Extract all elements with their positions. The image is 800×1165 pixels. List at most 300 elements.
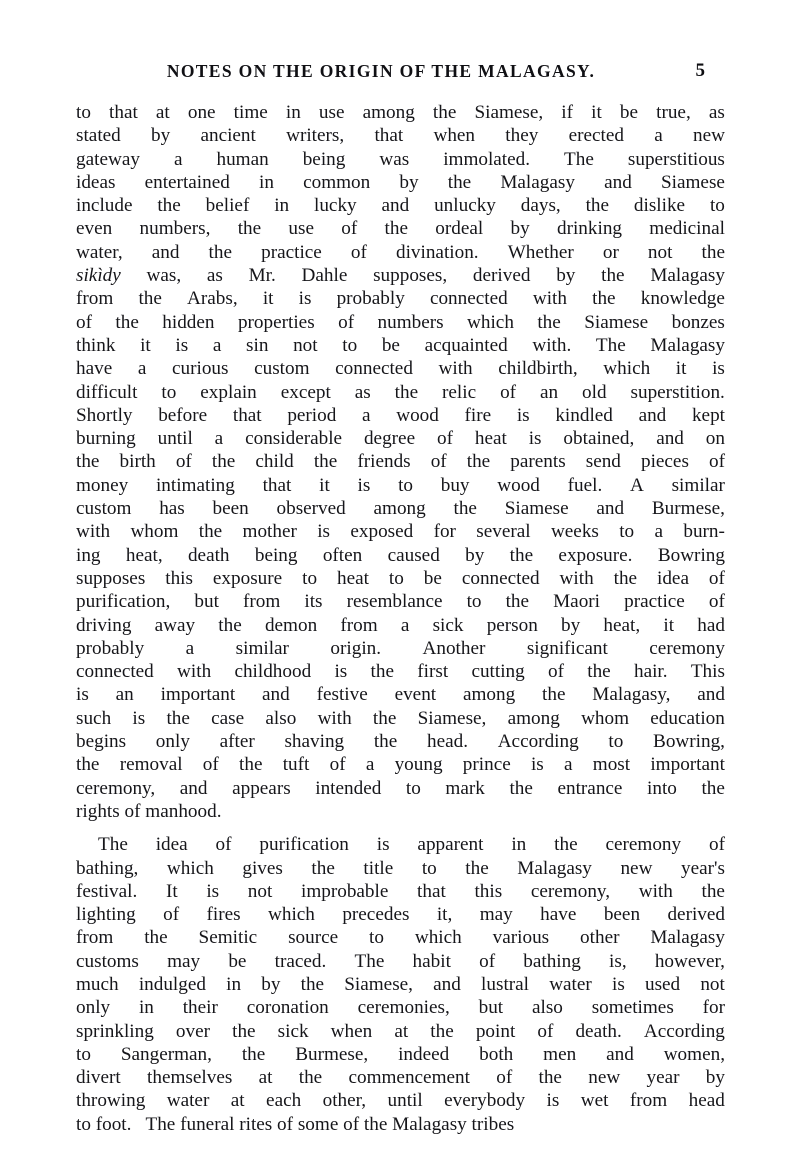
word: ing — [76, 544, 101, 566]
word: a — [214, 428, 224, 450]
word: practice — [624, 591, 685, 613]
word: wet — [580, 1090, 609, 1112]
text-line — [76, 427, 725, 450]
word: death — [187, 544, 230, 566]
word: to — [302, 567, 318, 589]
word: acquainted — [424, 334, 508, 356]
word: until — [157, 428, 193, 450]
word: a — [654, 125, 663, 147]
word: from — [629, 1090, 668, 1112]
word: prince — [462, 754, 511, 776]
word: customs — [76, 950, 139, 972]
word: and — [596, 498, 625, 520]
word: The — [98, 834, 128, 856]
word: be — [619, 102, 639, 123]
word: new — [693, 125, 725, 147]
word: had — [697, 614, 725, 636]
word: child — [255, 451, 294, 473]
word: to — [398, 474, 413, 496]
word: the — [701, 777, 725, 799]
word: over — [175, 1020, 211, 1042]
word: ideas — [76, 171, 116, 193]
word: practice — [261, 241, 322, 263]
word: been — [603, 904, 641, 926]
word: of — [430, 451, 447, 473]
word: superstitious — [627, 148, 725, 170]
word: of — [436, 428, 453, 450]
word: which — [268, 904, 315, 926]
word: of — [708, 567, 725, 589]
word: period — [287, 404, 337, 426]
word: it — [675, 358, 687, 380]
word: and — [604, 171, 632, 193]
word: but — [194, 591, 219, 613]
word: new — [588, 1067, 621, 1089]
word: burn- — [683, 521, 725, 543]
word: the — [313, 451, 338, 473]
word: mark — [445, 777, 485, 799]
word: Siamese, — [344, 973, 413, 995]
word: most — [592, 754, 631, 776]
text-line — [76, 567, 725, 590]
word: women, — [663, 1043, 725, 1065]
word: bonzes — [671, 311, 725, 333]
word: a — [654, 521, 664, 543]
word: been — [212, 498, 249, 520]
word: the — [466, 451, 491, 473]
word: their — [182, 997, 218, 1019]
word: purification — [259, 834, 349, 856]
word: a — [212, 334, 222, 356]
word: at — [155, 102, 170, 123]
word: medicinal — [649, 218, 725, 240]
word: purification, — [76, 591, 171, 613]
word: not — [247, 880, 273, 902]
text-line — [76, 334, 725, 357]
word: intended — [315, 777, 382, 799]
word: the — [465, 857, 489, 879]
word: shaving — [284, 731, 345, 753]
word: coronation — [246, 997, 329, 1019]
word: the — [430, 1020, 454, 1042]
word: Mr. — [248, 265, 276, 287]
text-line — [76, 707, 725, 730]
word: such — [76, 707, 112, 729]
word: the — [453, 498, 477, 520]
word: observed — [276, 498, 346, 520]
word: the — [208, 241, 232, 263]
word: fires — [206, 904, 241, 926]
word: important — [650, 754, 725, 776]
word: tuft — [282, 754, 310, 776]
word: is — [357, 474, 371, 496]
text-line — [76, 683, 725, 706]
text-line — [76, 544, 725, 567]
word: case — [211, 707, 245, 729]
word: the — [585, 195, 610, 217]
word: was — [379, 148, 410, 170]
word: one — [187, 102, 216, 123]
word: the — [537, 311, 561, 333]
word: several — [476, 521, 531, 543]
word: exposed — [350, 521, 414, 543]
word: head. — [426, 731, 469, 753]
word: title — [363, 857, 394, 879]
word: writers, — [286, 125, 345, 147]
word: habit — [412, 950, 451, 972]
word: hair. — [633, 661, 668, 683]
word: caused — [387, 544, 440, 566]
word: Burmese, — [651, 498, 725, 520]
word: a — [400, 614, 410, 636]
word: the — [157, 195, 181, 217]
word: and — [151, 241, 180, 263]
word: to — [388, 567, 404, 589]
word: person — [486, 614, 538, 636]
word: may — [479, 904, 513, 926]
word: traced. — [274, 950, 327, 972]
word: also — [531, 997, 563, 1019]
word: not — [700, 973, 725, 995]
word: among — [373, 498, 426, 520]
word: away — [154, 614, 196, 636]
word: buy — [440, 474, 470, 496]
word: in — [285, 102, 301, 123]
word: a — [362, 404, 371, 426]
text-line — [76, 1089, 725, 1112]
word: Burmese, — [295, 1043, 369, 1065]
word: which — [467, 311, 514, 333]
word: at — [258, 1067, 273, 1089]
word: with — [638, 880, 673, 902]
word: each — [266, 1090, 302, 1112]
word: The — [354, 950, 385, 972]
word: the — [447, 171, 472, 193]
word: of — [500, 381, 517, 403]
word: Siamese, — [474, 102, 544, 123]
word: often — [322, 544, 363, 566]
word: the — [237, 218, 262, 240]
word: ancient — [200, 125, 256, 147]
word: is — [76, 684, 89, 706]
word: erected — [568, 125, 624, 147]
text-line — [76, 497, 725, 520]
word: also — [265, 707, 297, 729]
word: the — [432, 102, 457, 123]
word: young — [394, 754, 443, 776]
word: Sangerman, — [120, 1043, 212, 1065]
word: in — [258, 171, 274, 193]
word: of — [202, 754, 219, 776]
word: origin. — [330, 637, 382, 659]
word: of — [329, 754, 346, 776]
word: of — [708, 591, 725, 613]
word: is — [376, 834, 390, 856]
text-line — [76, 1043, 725, 1066]
word: at — [230, 1090, 245, 1112]
word: is — [712, 358, 725, 380]
word: days, — [520, 195, 561, 217]
word: Malagasy — [650, 265, 725, 287]
word: ceremony, — [530, 880, 611, 902]
word: and — [656, 428, 684, 450]
word: important — [160, 684, 236, 706]
text-line: to foot. The funeral rites of some of the Malagasy tribes — [76, 1113, 515, 1135]
word: driving — [76, 614, 132, 636]
word: the — [505, 591, 530, 613]
word: the — [298, 1067, 323, 1089]
word: that — [232, 404, 262, 426]
text-line — [76, 287, 725, 310]
word: with — [317, 707, 352, 729]
word: pieces — [640, 451, 689, 473]
word: the — [115, 311, 139, 333]
word: similar — [671, 474, 725, 496]
word: Bowring, — [653, 731, 725, 753]
word: The — [595, 334, 626, 356]
word: from — [340, 614, 378, 636]
word: themselves — [147, 1067, 233, 1089]
word: common — [303, 171, 371, 193]
word: it — [262, 288, 274, 310]
word: among — [507, 707, 560, 729]
word: indulged — [138, 973, 206, 995]
word: gateway — [76, 148, 140, 170]
word: with — [559, 567, 594, 589]
word: of — [175, 451, 192, 473]
word: the — [613, 567, 638, 589]
word: an — [539, 381, 559, 403]
word: fire — [464, 404, 492, 426]
word: of — [338, 311, 355, 333]
word: other — [580, 927, 620, 949]
word: and — [262, 684, 290, 706]
word: Shortly — [76, 404, 133, 426]
word: among — [362, 102, 415, 123]
word: human — [216, 148, 269, 170]
word: water, — [76, 241, 123, 263]
word: this — [165, 567, 193, 589]
word: not — [293, 334, 318, 356]
word: ceremony, — [76, 777, 156, 799]
word: until — [387, 1090, 423, 1112]
word: after — [219, 731, 255, 753]
word: use — [288, 218, 314, 240]
text-line — [76, 101, 725, 124]
text-line — [76, 614, 725, 637]
word: supposes — [76, 567, 146, 589]
text-line — [76, 833, 725, 856]
word: Maori — [553, 591, 601, 613]
word: the — [218, 614, 242, 636]
word: source — [288, 927, 339, 949]
word: ceremony — [649, 637, 725, 659]
word: Siamese, — [417, 707, 487, 729]
word: is, — [609, 950, 627, 972]
word: to — [161, 381, 177, 403]
word: immolated. — [443, 148, 531, 170]
word: Malagasy — [650, 927, 725, 949]
word: the — [138, 288, 162, 310]
word — [76, 264, 121, 287]
word: as — [354, 381, 371, 403]
word: may — [167, 950, 201, 972]
text-line — [76, 381, 725, 404]
word: to — [405, 777, 421, 799]
word: intimating — [155, 474, 235, 496]
word: the — [394, 381, 419, 403]
word: is — [530, 754, 544, 776]
word: divination. — [395, 241, 479, 263]
word: supposes, — [373, 265, 448, 287]
word: and — [606, 1043, 634, 1065]
text-line — [76, 357, 725, 380]
word: derived — [472, 265, 531, 287]
word: into — [647, 777, 677, 799]
word: to — [709, 195, 725, 217]
word: on — [705, 428, 725, 450]
word: of — [708, 451, 725, 473]
word: lucky — [314, 195, 357, 217]
paragraph — [76, 101, 725, 823]
word: Whether — [507, 241, 574, 263]
word: Siamese — [504, 498, 569, 520]
word: probably — [336, 288, 405, 310]
text-line — [76, 1066, 725, 1089]
text-line — [76, 148, 725, 171]
word: its — [304, 591, 323, 613]
word: it — [140, 334, 151, 356]
word: Semitic — [198, 927, 258, 949]
word: birth — [119, 451, 156, 473]
text-line — [76, 520, 725, 543]
word: the — [538, 1067, 562, 1089]
word: however, — [654, 950, 725, 972]
word: It — [165, 880, 178, 902]
text-line — [76, 590, 725, 613]
text-line — [76, 450, 725, 473]
word: the — [601, 265, 625, 287]
word: with — [438, 358, 473, 380]
word: A — [630, 474, 644, 496]
word: knowledge — [640, 288, 725, 310]
text-line — [76, 660, 725, 683]
word: idea — [657, 567, 689, 589]
word: properties — [237, 311, 315, 333]
word: is — [546, 1090, 560, 1112]
word: significant — [526, 637, 608, 659]
word: childhood — [234, 661, 312, 683]
word: a — [173, 148, 183, 170]
word: belief — [205, 195, 250, 217]
word: indeed — [398, 1043, 450, 1065]
word: from — [76, 288, 114, 310]
word: by — [510, 218, 530, 240]
word: Malagasy — [500, 171, 575, 193]
word: water — [549, 973, 592, 995]
word: of — [537, 1020, 554, 1042]
word: a — [185, 637, 195, 659]
word: connected — [429, 288, 508, 310]
word: custom — [76, 498, 132, 520]
word: and — [638, 404, 667, 426]
word: by — [561, 614, 581, 636]
word: in — [274, 195, 290, 217]
text-line: rights of manhood. — [76, 800, 222, 822]
word: festival. — [76, 880, 138, 902]
word: cutting — [471, 661, 525, 683]
word: true, — [656, 102, 691, 123]
word: drinking — [556, 218, 623, 240]
word: considerable — [245, 428, 343, 450]
word: the — [239, 754, 263, 776]
word: The — [564, 148, 594, 170]
word: be — [423, 567, 442, 589]
word: only — [155, 731, 190, 753]
word: the — [373, 731, 398, 753]
word: used — [644, 973, 681, 995]
word: with — [177, 661, 212, 683]
word: use — [318, 102, 345, 123]
word: of — [708, 834, 725, 856]
word: before — [158, 404, 208, 426]
word: connected — [76, 661, 154, 683]
word: it — [663, 614, 675, 636]
word: exposure — [212, 567, 283, 589]
word: weeks — [550, 521, 599, 543]
word: not — [647, 241, 673, 263]
word: among — [462, 684, 516, 706]
word: event — [394, 684, 437, 706]
word: heat — [474, 428, 507, 450]
word: is — [175, 334, 189, 356]
word: death. — [575, 1020, 622, 1042]
word: which — [603, 358, 651, 380]
word: resemblance — [346, 591, 443, 613]
word: Siamese — [584, 311, 649, 333]
word: money — [76, 474, 129, 496]
text-line — [76, 171, 725, 194]
word: explain — [200, 381, 257, 403]
word: the — [370, 661, 394, 683]
word: think — [76, 334, 116, 356]
text-line — [76, 777, 725, 800]
word: but — [478, 997, 504, 1019]
italic-word: sikìdy — [76, 265, 121, 287]
word: heat, — [603, 614, 641, 636]
word: throwing — [76, 1090, 146, 1112]
word: relic — [442, 381, 477, 403]
word: and — [179, 777, 208, 799]
word: difficult — [76, 381, 138, 403]
word: Siamese — [660, 171, 725, 193]
text-line — [76, 926, 725, 949]
word: degree — [363, 428, 416, 450]
text-line — [76, 950, 725, 973]
word: with. — [532, 334, 572, 356]
word: is — [611, 973, 625, 995]
word: the — [241, 1043, 266, 1065]
word: the — [509, 777, 533, 799]
word: numbers — [377, 311, 444, 333]
word: unlucky — [434, 195, 496, 217]
word: whom — [581, 707, 630, 729]
word: being — [254, 544, 298, 566]
word: of — [479, 950, 496, 972]
word: Malagasy — [517, 857, 592, 879]
word: whom — [130, 521, 179, 543]
word: bathing, — [76, 857, 139, 879]
